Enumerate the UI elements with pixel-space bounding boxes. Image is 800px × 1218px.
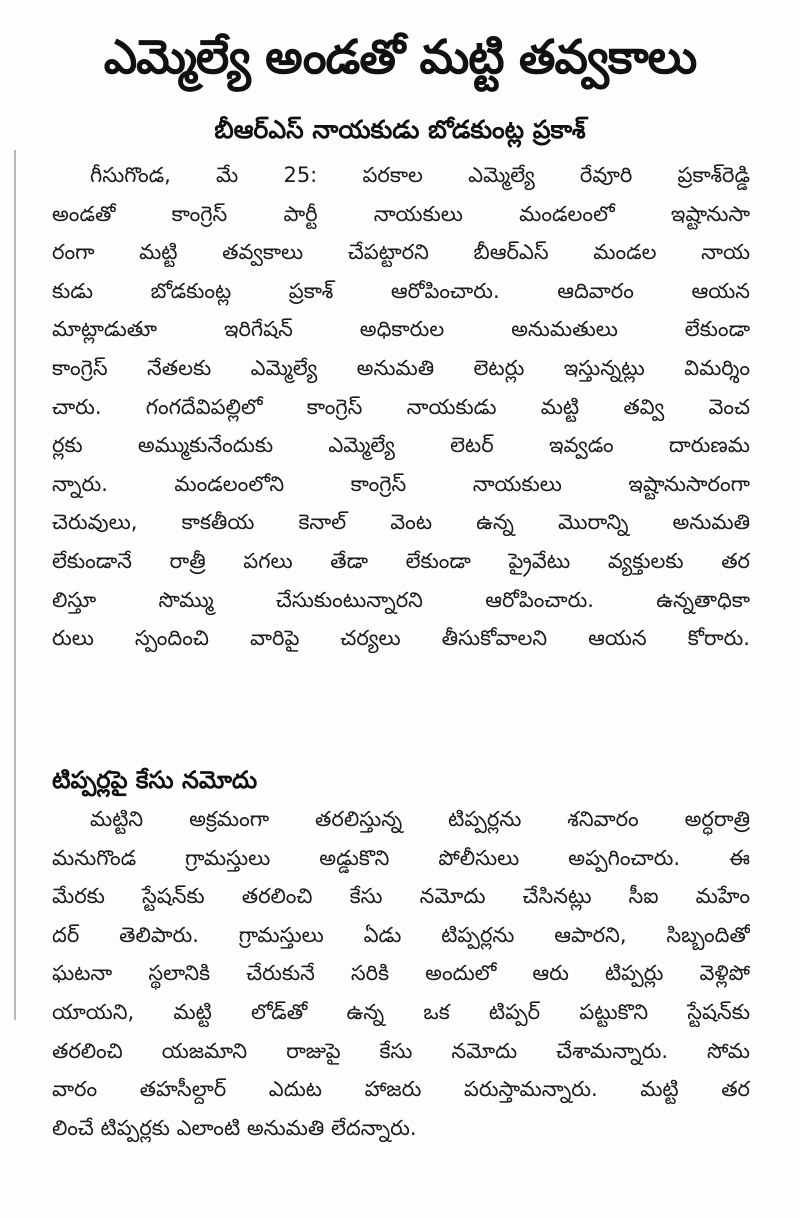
paragraph-line: రులు స్పందించి వారిపై చర్యలు తీసుకోవాలని ఆయన కోరారు. [52,626,750,651]
column-divider [14,150,16,1020]
paragraph-1 [52,156,750,658]
paragraph-line: మాట్లాడుతూ ఇరిగేషన్ అధికారుల అనుమతులు లేకుండా [52,317,750,342]
paragraph-line: తరలించి యజమాని రాజుపై కేసు నమోదు చేశామన్నారు. సోమ [52,1038,750,1063]
paragraph-line: వారం తహసీల్దార్ ఎదుట హాజరు పరుస్తామన్నారు. మట్టి తర [52,1077,750,1102]
paragraph-line: లించే టిప్పర్లకు ఎలాంటి అనుమతి లేదన్నారు. [52,1115,417,1140]
paragraph-line: ఘటనా స్థలానికి చేరుకునే సరికి అందులో ఆరు టిప్పర్లు వెళ్లిపో [52,961,750,986]
paragraph-line: రంగా మట్టి తవ్వకాలు చేపట్టారని బీఆర్ఎస్ మండల నాయ [52,240,750,265]
paragraph-line: కుడు బోడకుంట్ల ప్రకాశ్ ఆరోపించారు. ఆదివారం ఆయన [52,278,750,303]
paragraph-2 [52,800,750,1147]
subsection-heading: టిప్పర్లపై కేసు నమోదు [52,766,258,794]
paragraph-line: మేరకు స్టేషన్‌కు తరలించి కేసు నమోదు చేసినట్లు సీఐ మహేం [52,884,750,909]
paragraph-line: కాంగ్రెస్ నేతలకు ఎమ్మెల్యే అనుమతి లెటర్లు ఇస్తున్నట్లు విమర్శిం [52,355,750,380]
paragraph-line: మనుగొండ గ్రామస్తులు అడ్డుకొని పోలీసులు అప్పగించారు. ఈ [52,845,750,870]
paragraph-line: దర్ తెలిపారు. గ్రామస్తులు ఏడు టిప్పర్లను ఆపారని, సిబ్బందితో [52,922,750,947]
paragraph-line: చెరువులు, కాకతీయ కెనాల్ వెంట ఉన్న మొరాన్ని అనుమతి [52,510,750,535]
subheadline: బీఆర్ఎస్ నాయకుడు బోడకుంట్ల ప్రకాశ్ [214,115,586,144]
paragraph-line: లిస్తూ సొమ్ము చేసుకుంటున్నారని ఆరోపించారు. ఉన్నతాధికా [52,587,750,612]
paragraph-line: ర్లకు అమ్ముకునేందుకు ఎమ్మెల్యే లెటర్ ఇవ్వడం దారుణమ [52,433,750,458]
paragraph-line: గీసుగొండ, మే 25: పరకాల ఎమ్మెల్యే రేవూరి ప్రకాశ్‌రెడ్డి [90,163,750,187]
paragraph-line: మట్టిని అక్రమంగా తరలిస్తున్న టిప్పర్లను శనివారం అర్ధరాత్రి [90,807,750,831]
paragraph-line: న్నారు. మండలంలోని కాంగ్రెస్ నాయకులు ఇష్టానుసారంగా [52,471,750,496]
paragraph-line: చారు. గంగదేవిపల్లిలో కాంగ్రెస్ నాయకుడు మట్టి తవ్వి వెంచ [52,394,750,419]
headline: ఎమ్మెల్యే అండతో మట్టి తవ్వకాలు [103,30,697,85]
paragraph-line: యాయని, మట్టి లోడ్‌తో ఉన్న ఒక టిప్పర్ పట్టుకొని స్టేషన్‌కు [52,999,750,1024]
paragraph-line: అండతో కాంగ్రెస్ పార్టీ నాయకులు మండలంలో ఇష్టానుసా [52,201,750,226]
paragraph-line: లేకుండానే రాత్రీ పగలు తేడా లేకుండా ప్రైవేటు వ్యక్తులకు తర [52,548,750,573]
